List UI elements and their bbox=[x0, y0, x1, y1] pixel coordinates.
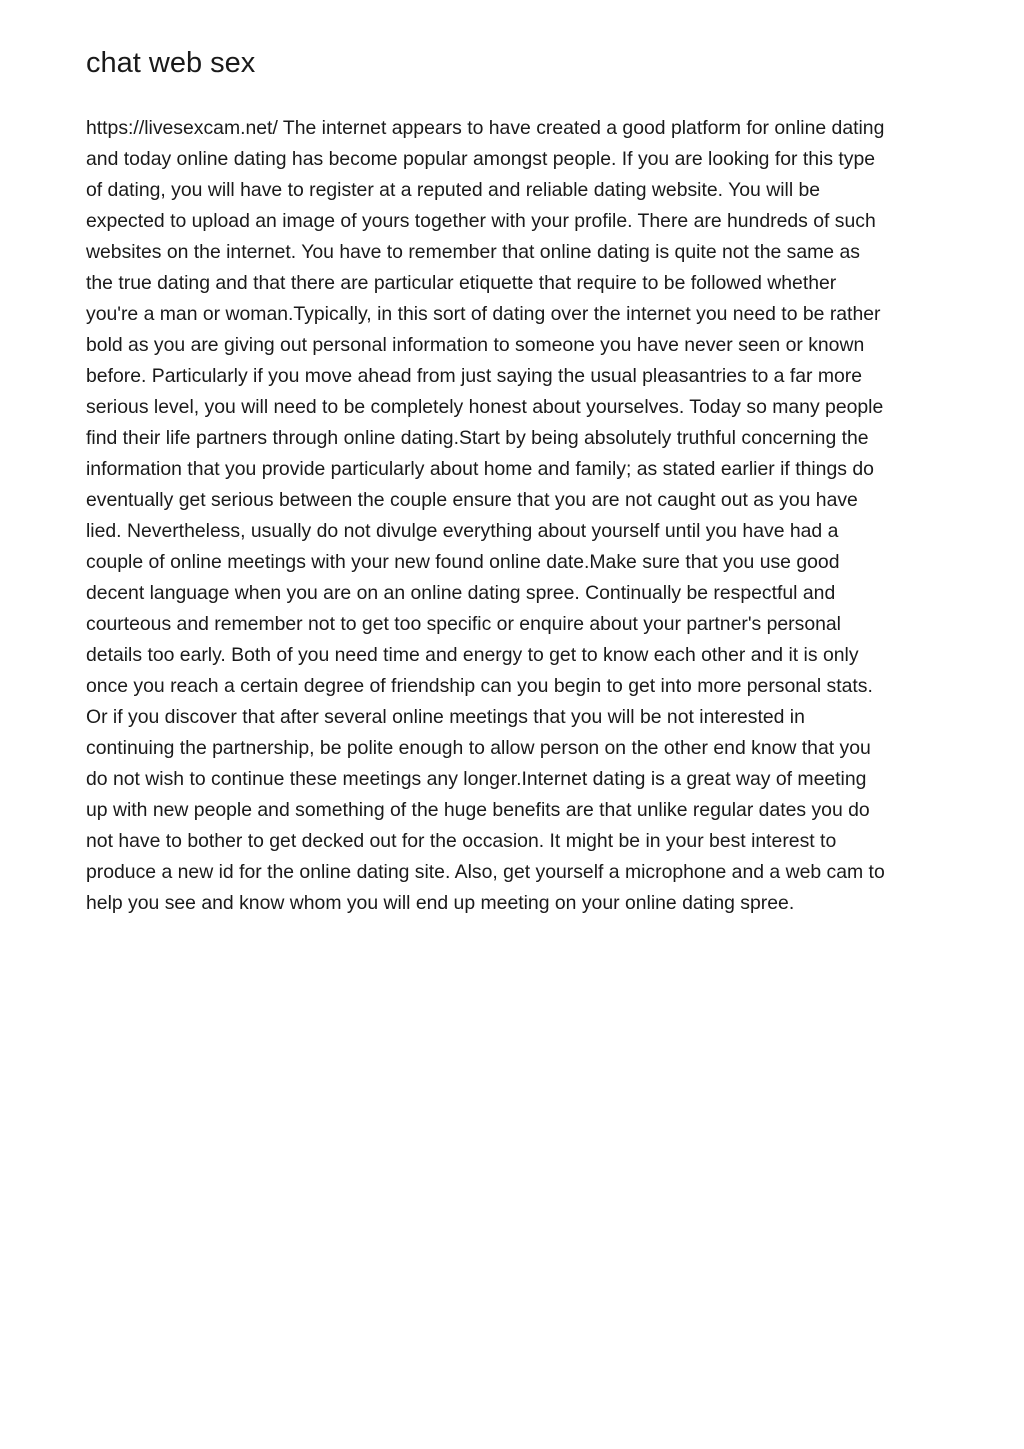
text-line: eventually get serious between the couple ensure that you are not caught out as you have bbox=[86, 489, 858, 511]
text-line: not have to bother to get decked out for the occasion. It might be in your best interest to bbox=[86, 830, 837, 852]
text-line: before. Particularly if you move ahead from just saying the usual pleasantries to a far more bbox=[86, 365, 863, 387]
text-line: lied. Nevertheless, usually do not divulge everything about yourself until you have had a bbox=[86, 520, 839, 542]
text-line: and today online dating has become popular amongst people. If you are looking for this type bbox=[86, 148, 876, 170]
text-line: courteous and remember not to get too specific or enquire about your partner's personal bbox=[86, 613, 841, 635]
text-line: once you reach a certain degree of friendship can you begin to get into more personal stats. bbox=[86, 675, 873, 697]
text-line: couple of online meetings with your new found online date.Make sure that you use good bbox=[86, 551, 840, 573]
text-line: bold as you are giving out personal information to someone you have never seen or known bbox=[86, 334, 865, 356]
text-line: continuing the partnership, be polite enough to allow person on the other end know that you bbox=[86, 737, 871, 759]
text-line: Or if you discover that after several online meetings that you will be not interested in bbox=[86, 706, 805, 728]
text-line: details too early. Both of you need time and energy to get to know each other and it is only bbox=[86, 644, 859, 666]
text-line: expected to upload an image of yours together with your profile. There are hundreds of such bbox=[86, 210, 876, 232]
text-line: websites on the internet. You have to remember that online dating is quite not the same as bbox=[86, 241, 860, 263]
page-title: chat web sex bbox=[86, 47, 256, 79]
text-line: decent language when you are on an online dating spree. Continually be respectful and bbox=[86, 582, 836, 604]
text-line: information that you provide particularly about home and family; as stated earlier if things do bbox=[86, 458, 874, 480]
text-line: you're a man or woman.Typically, in this sort of dating over the internet you need to be rather bbox=[86, 303, 881, 325]
text-line: do not wish to continue these meetings any longer.Internet dating is a great way of meeting bbox=[86, 768, 867, 790]
body-paragraph bbox=[86, 113, 885, 919]
text-line: up with new people and something of the huge benefits are that unlike regular dates you do bbox=[86, 799, 870, 821]
text-line: find their life partners through online dating.Start by being absolutely truthful concerning the bbox=[86, 427, 869, 449]
text-line: produce a new id for the online dating site. Also, get yourself a microphone and a web cam to bbox=[86, 861, 885, 883]
text-line: serious level, you will need to be completely honest about yourselves. Today so many people bbox=[86, 396, 884, 418]
text-line: the true dating and that there are particular etiquette that require to be followed whether bbox=[86, 272, 837, 294]
text-line: of dating, you will have to register at a reputed and reliable dating website. You will be bbox=[86, 179, 821, 201]
text-line: help you see and know whom you will end up meeting on your online dating spree. bbox=[86, 892, 795, 914]
text-line: https://livesexcam.net/ The internet appears to have created a good platform for online dating bbox=[86, 117, 885, 139]
